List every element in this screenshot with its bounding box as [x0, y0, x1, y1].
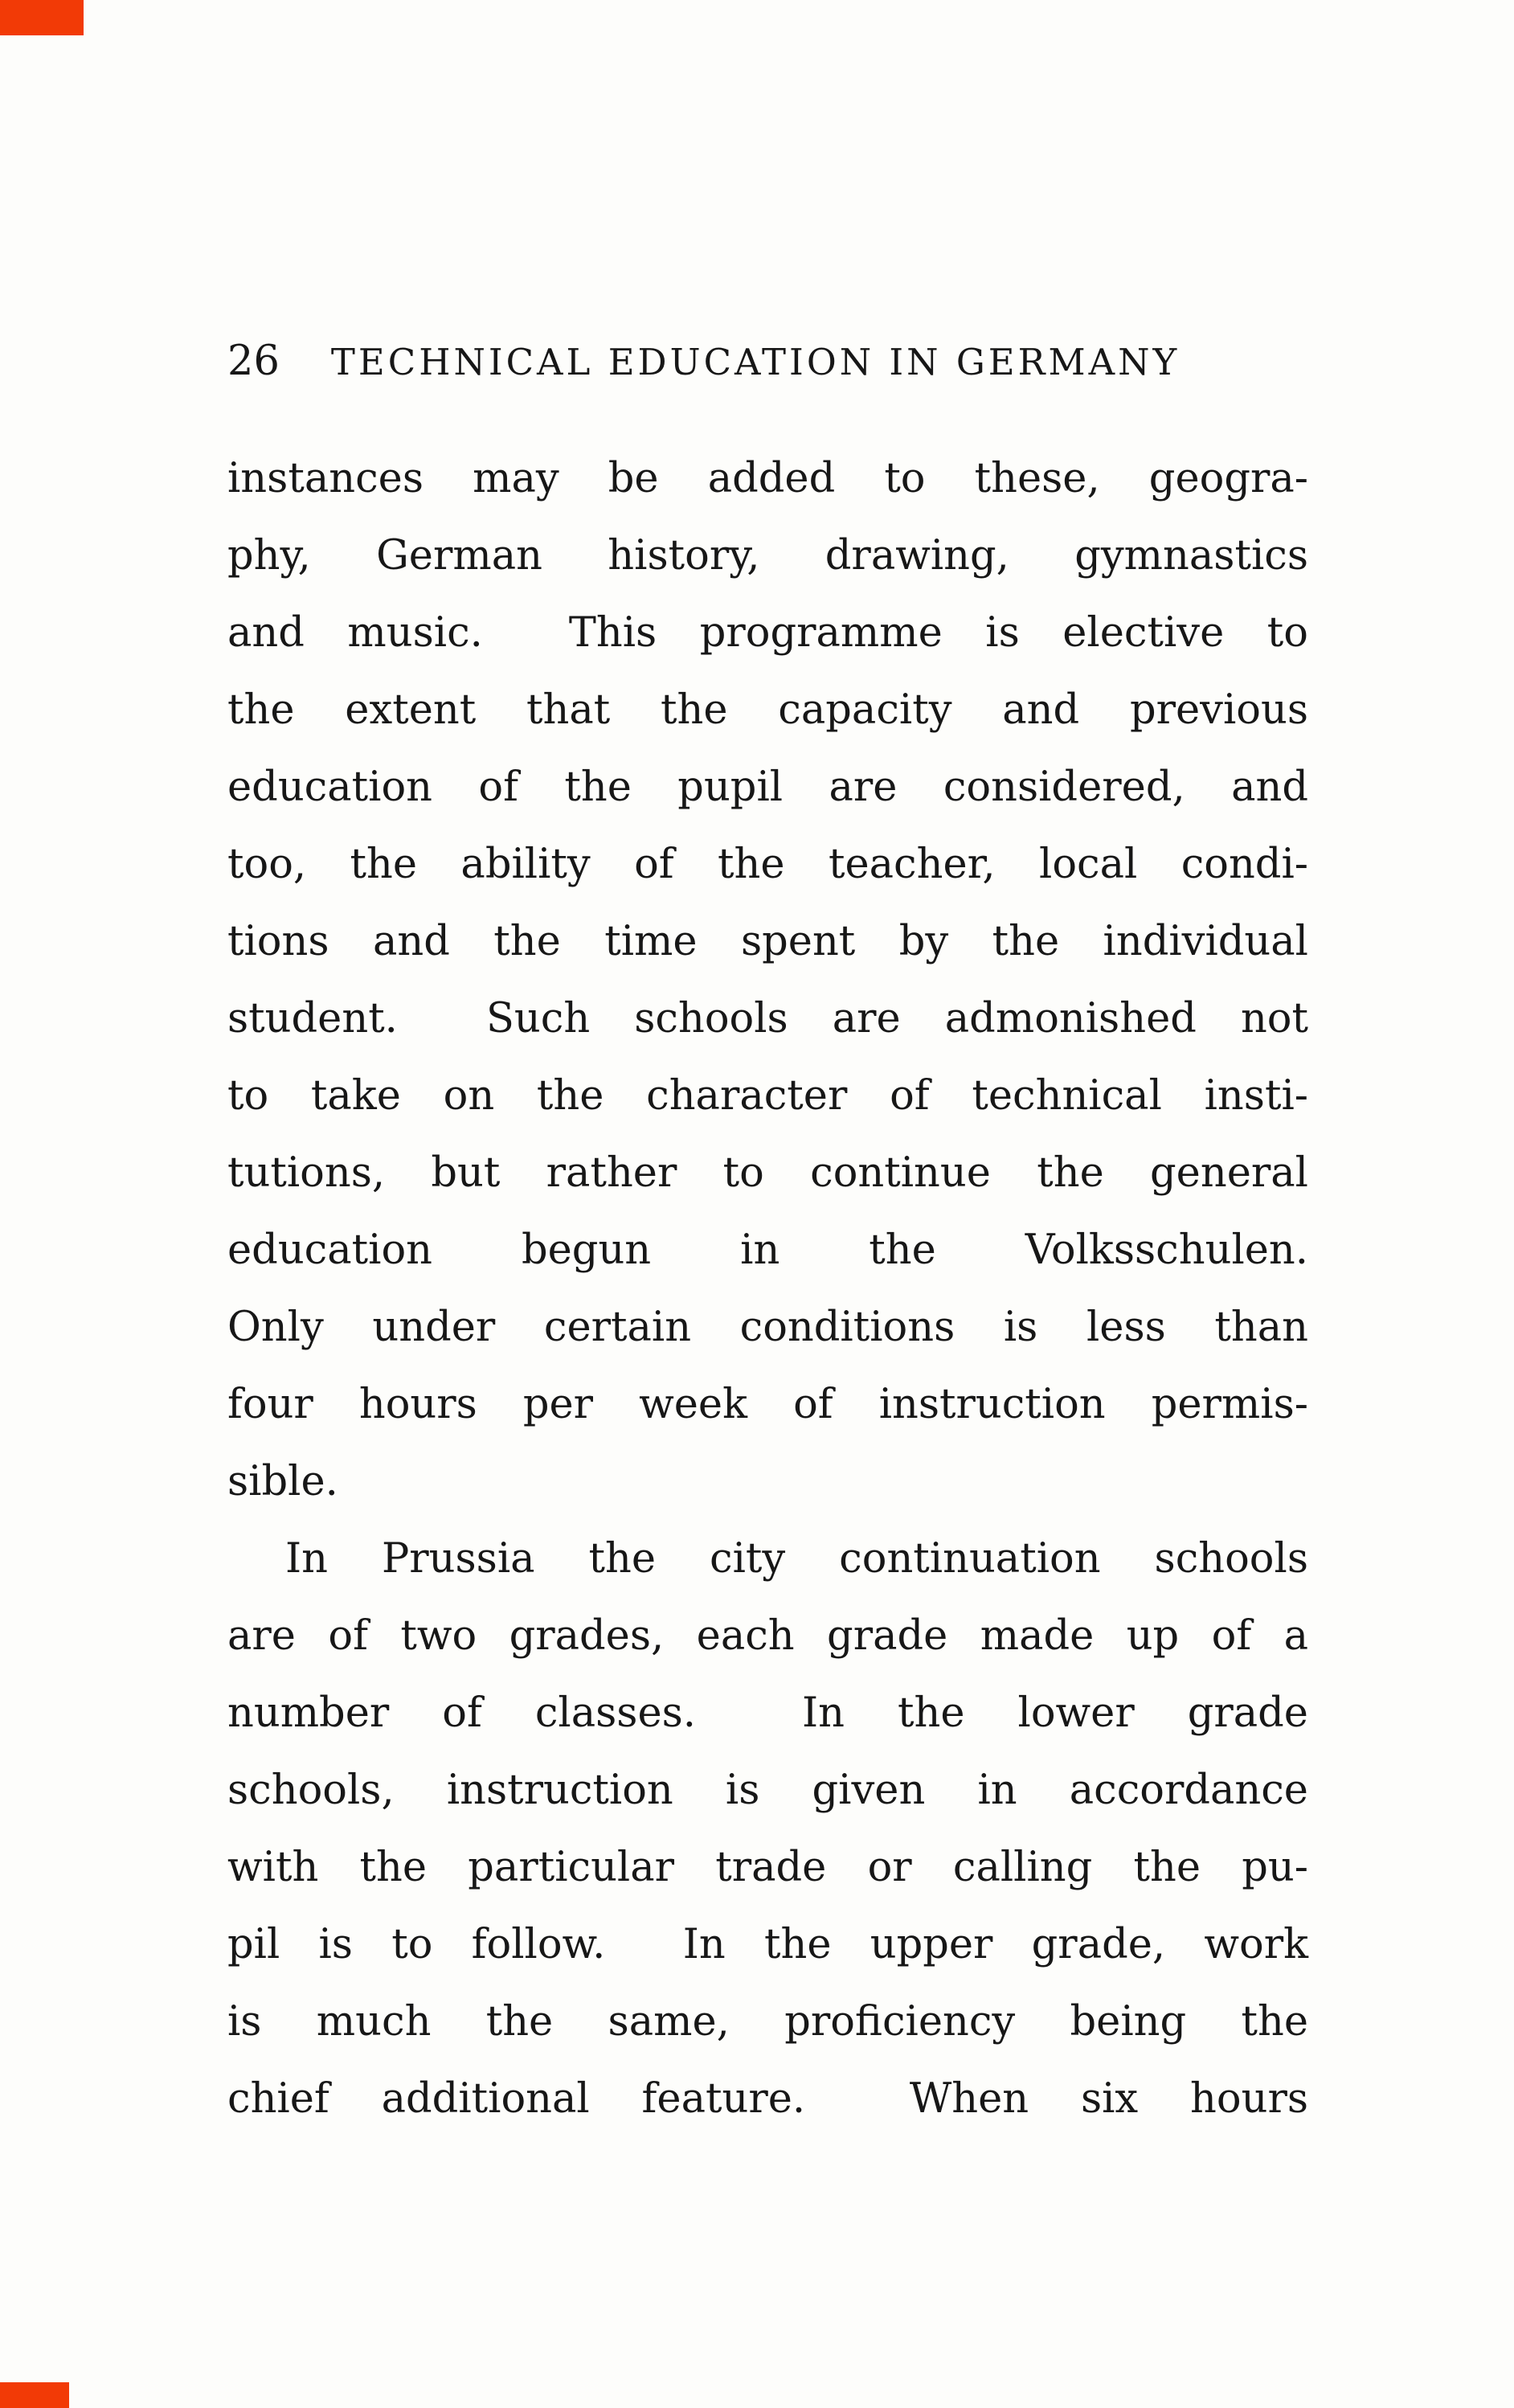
text-line: with the particular trade or calling the pu-: [227, 1844, 1308, 1891]
text-line: student. Such schools are admonished not: [227, 995, 1308, 1042]
text-line: tions and the time spent by the individual: [227, 918, 1308, 965]
text-line: is much the same, proficiency being the: [227, 1998, 1308, 2046]
text-line: sible.: [227, 1458, 338, 1505]
running-title: TECHNICAL EDUCATION IN GERMANY: [330, 341, 1181, 383]
text-line: schools, instruction is given in accordance: [227, 1767, 1308, 1814]
text-line: Only under certain conditions is less than: [227, 1304, 1308, 1351]
text-line: pil is to follow. In the upper grade, work: [227, 1921, 1308, 1968]
text-line: the extent that the capacity and previous: [227, 686, 1308, 734]
text-line: are of two grades, each grade made up of a: [227, 1612, 1308, 1660]
text-line: In Prussia the city continuation schools: [285, 1535, 1308, 1583]
text-line: chief additional feature. When six hours: [227, 2075, 1308, 2123]
text-line: and music. This programme is elective to: [227, 609, 1308, 657]
text-line: to take on the character of technical insti-: [227, 1072, 1308, 1120]
text-line: phy, German history, drawing, gymnastics: [227, 532, 1308, 579]
scan-artifact-top-left: [0, 0, 84, 35]
page-header: [227, 338, 1321, 385]
text-line: four hours per week of instruction permis-: [227, 1381, 1308, 1428]
page-number: 26: [227, 338, 280, 385]
text-line: tutions, but rather to continue the general: [227, 1149, 1308, 1197]
scan-artifact-bottom-left: [0, 2382, 69, 2408]
text-line: education of the pupil are considered, and: [227, 764, 1308, 811]
body-text: [227, 440, 1308, 2138]
text-line: instances may be added to these, geogra-: [227, 455, 1308, 502]
text-line: number of classes. In the lower grade: [227, 1689, 1308, 1737]
text-line: too, the ability of the teacher, local condi-: [227, 841, 1308, 888]
text-line: education begun in the Volksschulen.: [227, 1227, 1308, 1274]
